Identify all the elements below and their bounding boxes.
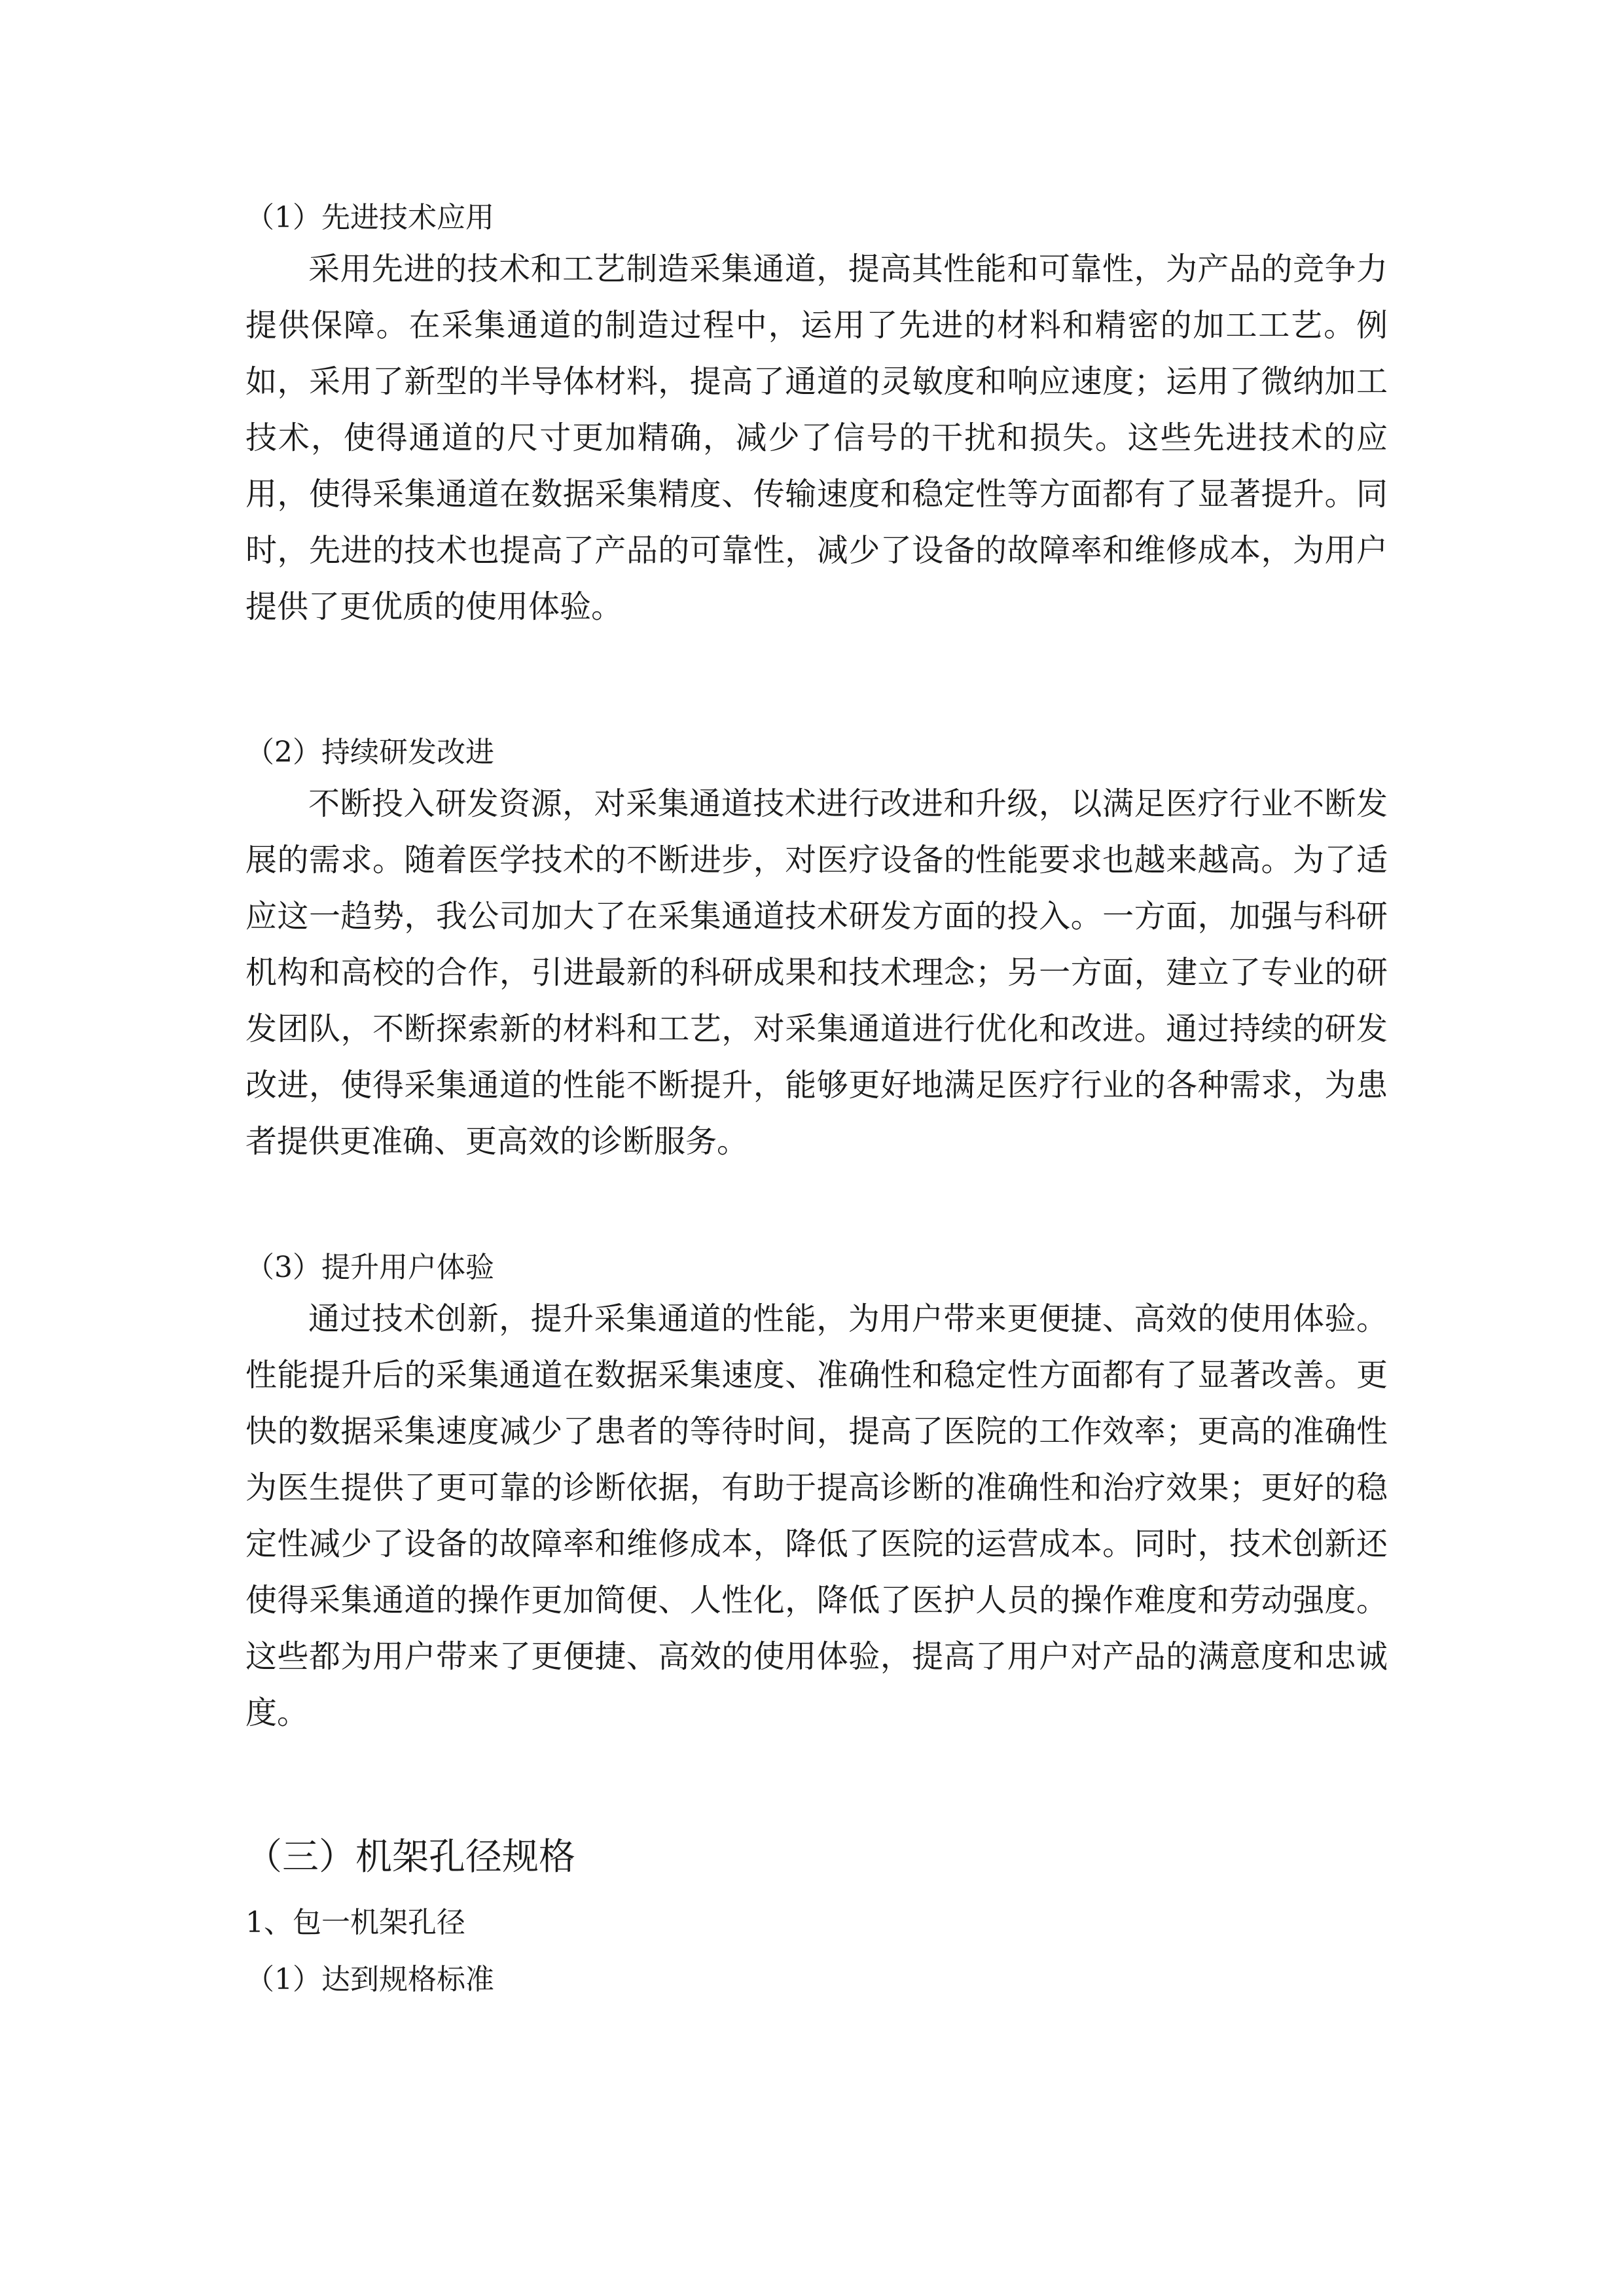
item-rack-aperture: 1、包一机架孔径 [245,1906,465,1939]
subheading-advanced-tech: （1）先进技术应用 [245,201,494,234]
section-heading-rack-aperture: （三）机架孔径规格 [245,1836,575,1878]
paragraph-advanced-tech: 采用先进的技术和工艺制造采集通道，提高其性能和可靠性，为产品的竞争力提供保障。在采集通道的制造过程中，运用了先进的材料和精密的加工工艺。例如，采用了新型的半导体材料，提高了通道的灵敏度和响应速度；运用了微纳加工技术，使得通道的尺寸更加精确，减少了信号的干扰和损失。这些先进技术的应用，使得采集通道在数据采集精度、传输速度和稳定性等方面都有了显著提升。同时，先进的技术也提高了产品的可靠性，减少了设备的故障率和维修成本，为用户提供了更优质的使用体验。 [245,251,1388,625]
subheading-continuous-rd: （2）持续研发改进 [245,736,494,769]
paragraph-continuous-rd: 不断投入研发资源，对采集通道技术进行改进和升级，以满足医疗行业不断发展的需求。随着医学技术的不断进步，对医疗设备的性能要求也越来越高。为了适应这一趋势，我公司加大了在采集通道技术研发方面的投入。一方面，加强与科研机构和高校的合作，引进最新的科研成果和技术理念；另一方面，建立了专业的研发团队，不断探索新的材料和工艺，对采集通道进行优化和改进。通过持续的研发改进，使得采集通道的性能不断提升，能够更好地满足医疗行业的各种需求，为患者提供更准确、更高效的诊断服务。 [245,785,1388,1160]
paragraph-user-experience: 通过技术创新，提升采集通道的性能，为用户带来更便捷、高效的使用体验。性能提升后的采集通道在数据采集速度、准确性和稳定性方面都有了显著改善。更快的数据采集速度减少了患者的等待时间，提高了医院的工作效率；更高的准确性为医生提供了更可靠的诊断依据，有助于提高诊断的准确性和治疗效果；更好的稳定性减少了设备的故障率和维修成本，降低了医院的运营成本。同时，技术创新还使得采集通道的操作更加简便、人性化，降低了医护人员的操作难度和劳动强度。这些都为用户带来了更便捷、高效的使用体验，提高了用户对产品的满意度和忠诚度。 [245,1300,1388,1731]
subheading-user-experience: （3）提升用户体验 [245,1251,494,1284]
subitem-meet-standard: （1）达到规格标准 [245,1963,494,1996]
